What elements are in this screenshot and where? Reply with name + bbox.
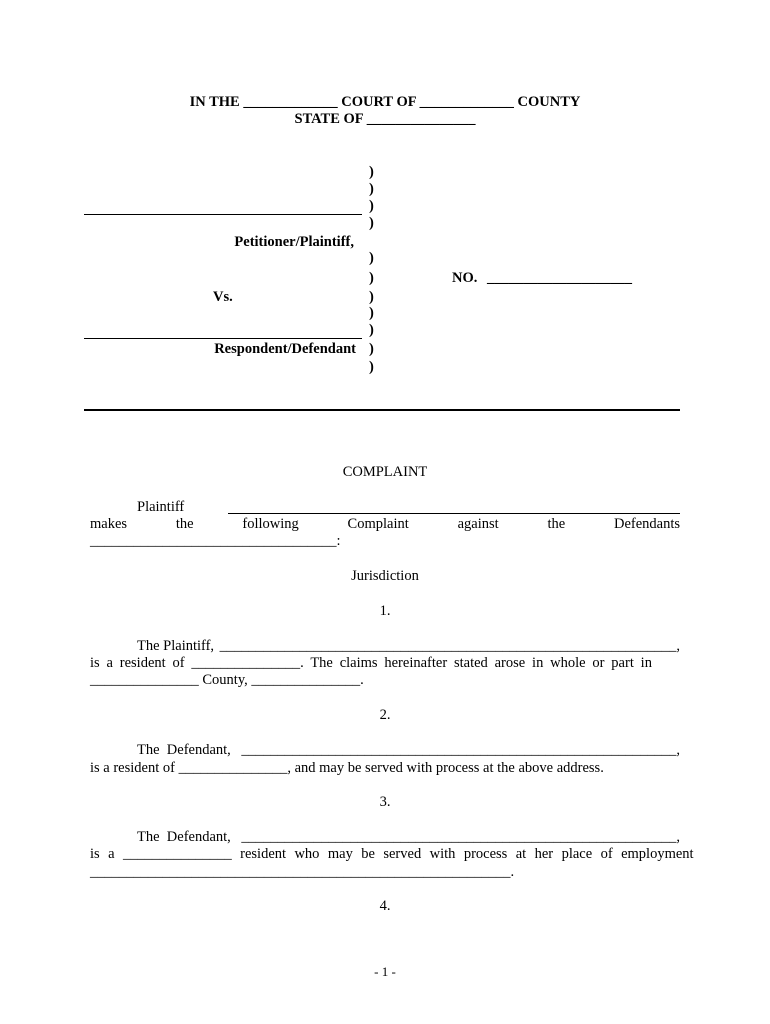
state-heading: STATE OF _______________ (294, 111, 476, 127)
plaintiff-field: _______________________________________________________________, (219, 638, 680, 654)
court-heading: IN THE _____________ COURT OF _____________ COUNTY (189, 94, 581, 110)
paren: ) (369, 341, 374, 357)
plaintiff-name-line (228, 513, 680, 514)
intro-word: following (242, 516, 299, 532)
paren: ) (369, 198, 374, 214)
intro-word: Complaint (347, 516, 409, 532)
intro-word: the (175, 516, 194, 532)
defendant-field: ____________________________________________________________, (241, 829, 680, 845)
defendant-field: ____________________________________________________________, (241, 742, 680, 758)
intro-word: makes (90, 516, 128, 532)
p3-lead: The Defendant, (137, 829, 231, 845)
p1-lead: The Plaintiff, (137, 638, 215, 654)
document-title: COMPLAINT (342, 464, 428, 480)
p2-line-1 (137, 742, 680, 759)
p3-line-2: is a _______________ resident who may be served with process at her place of employment (90, 846, 694, 862)
respondent-name-line (84, 338, 362, 339)
page-number: - 1 - (374, 964, 396, 979)
intro-word: the (547, 516, 566, 532)
plaintiff-word: Plaintiff (137, 499, 185, 515)
p1-line-2: is a resident of _______________. The claims hereinafter stated arose in whole or part in (90, 655, 652, 671)
paren: ) (369, 250, 374, 266)
paren: ) (369, 215, 374, 231)
p2-lead: The Defendant, (137, 742, 231, 758)
paren: ) (369, 164, 374, 180)
case-number-field: ____________________ (487, 270, 632, 286)
paragraph-number-2: 2. (379, 707, 391, 723)
paren: ) (369, 270, 374, 286)
paragraph-number-3: 3. (379, 794, 391, 810)
p1-line-3: _______________ County, _______________. (90, 672, 364, 688)
intro-line-2 (90, 516, 680, 533)
respondent-label: Respondent/Defendant (214, 341, 356, 357)
vs-label: Vs. (213, 289, 233, 305)
paragraph-number-1: 1. (379, 603, 391, 619)
p1-line-1 (137, 638, 680, 655)
intro-word: against (457, 516, 499, 532)
jurisdiction-heading: Jurisdiction (351, 568, 419, 584)
paren: ) (369, 322, 374, 338)
petitioner-label: Petitioner/Plaintiff, (234, 234, 354, 250)
paren: ) (369, 305, 374, 321)
p3-line-1 (137, 829, 680, 846)
paragraph-number-4: 4. (379, 898, 391, 914)
p3-line-3: __________________________________________________________. (90, 864, 515, 880)
paren: ) (369, 181, 374, 197)
caption-divider (84, 409, 680, 411)
defendants-name-field: __________________________________: (90, 533, 341, 549)
paren: ) (369, 289, 374, 305)
paren: ) (369, 359, 374, 375)
intro-word: Defendants (613, 516, 680, 532)
p2-line-2: is a resident of _______________, and may be served with process at the above address. (90, 760, 604, 776)
case-number-label: NO. (452, 270, 478, 286)
petitioner-name-line (84, 214, 362, 215)
